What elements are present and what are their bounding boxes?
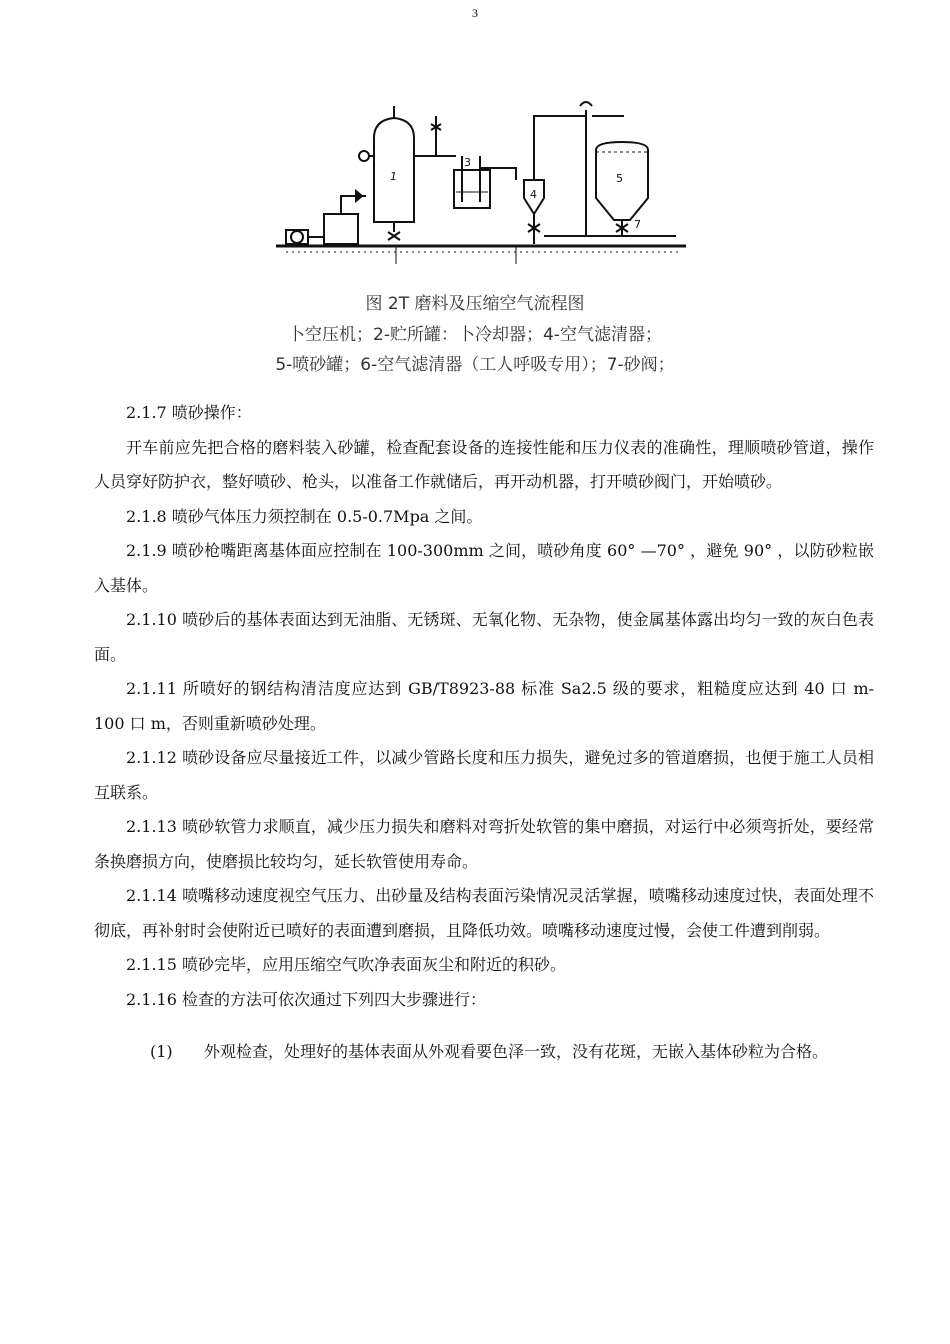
paragraph: 2.1.7 喷砂操作： xyxy=(126,403,252,422)
cooler xyxy=(454,170,490,208)
paragraph: 2.1.14 喷嘴移动速度视空气压力、出砂量及结构表面污染情况灵活掌握，喷嘴移动速度过快，表面处理不彻底，再补射时会使附近已喷好的表面遭到磨损，且降低功效。喷嘴移动速度过慢，会使工件遭到削弱。 xyxy=(94,886,874,940)
list-item-text: 外观检查，处理好的基体表面从外观看要色泽一致，没有花斑，无嵌入基体砂粒为合格。 xyxy=(204,1042,829,1061)
paragraph: 2.1.11 所喷好的钢结构清洁度应达到 GB/T8923-88 标准 Sa2.5 级的要求，粗糙度应达到 40 口 m-100 口 m，否则重新喷砂处理。 xyxy=(94,679,874,733)
figure-legend-line-2: 5-喷砂罐；6-空气滤清器（工人呼吸专用）；7-砂阀； xyxy=(275,355,675,375)
process-flow-diagram xyxy=(276,96,686,278)
label-4: 4 xyxy=(530,188,537,201)
compressor xyxy=(286,230,308,244)
figure-caption-title: 图 2T 磨料及压缩空气流程图 xyxy=(365,294,585,314)
paragraph: 2.1.10 喷砂后的基体表面达到无油脂、无锈斑、无氧化物、无杂物，使金属基体露出均匀一致的灰白色表面。 xyxy=(94,610,874,664)
paragraph: 2.1.9 喷砂枪嘴距离基体面应控制在 100-300mm 之间，喷砂角度 60° —70° ，避免 90° ，以防砂粒嵌入基体。 xyxy=(94,541,874,595)
figure-legend-line-1: 卜空压机；2-贮所罐：卜冷却器；4-空气滤清器； xyxy=(288,325,662,345)
list-item-number: (1) xyxy=(150,1042,173,1061)
label-1: 1 xyxy=(390,170,397,183)
body-text xyxy=(94,396,874,1070)
paragraph: 2.1.13 喷砂软管力求顺直，减少压力损失和磨料对弯折处软管的集中磨损，对运行中必须弯折处，要经常条换磨损方向，使磨损比较均匀，延长软管使用寿命。 xyxy=(94,817,874,871)
paragraph: 开车前应先把合格的磨料装入砂罐，检查配套设备的连接性能和压力仪表的准确性，理顺喷砂管道，操作人员穿好防护衣，整好喷砂、枪头，以准备工作就储后，再开动机器，打开喷砂阀门，开始喷砂。 xyxy=(94,437,874,491)
label-7: 7 xyxy=(634,218,641,231)
paragraph: 2.1.8 喷砂气体压力须控制在 0.5-0.7Mpa 之间。 xyxy=(126,506,483,526)
label-5: 5 xyxy=(616,172,623,185)
paragraph: 2.1.16 检查的方法可依次通过下列四大步骤进行： xyxy=(126,989,486,1009)
label-3: 3 xyxy=(464,156,471,169)
list-item xyxy=(94,1035,874,1070)
page-number: 3 xyxy=(472,6,478,20)
paragraph: 2.1.12 喷砂设备应尽量接近工件，以减少管路长度和压力损失，避免过多的管道磨损，也便于施工人员相互联系。 xyxy=(94,748,874,802)
paragraph: 2.1.15 喷砂完毕，应用压缩空气吹净表面灰尘和附近的积砂。 xyxy=(126,955,566,974)
